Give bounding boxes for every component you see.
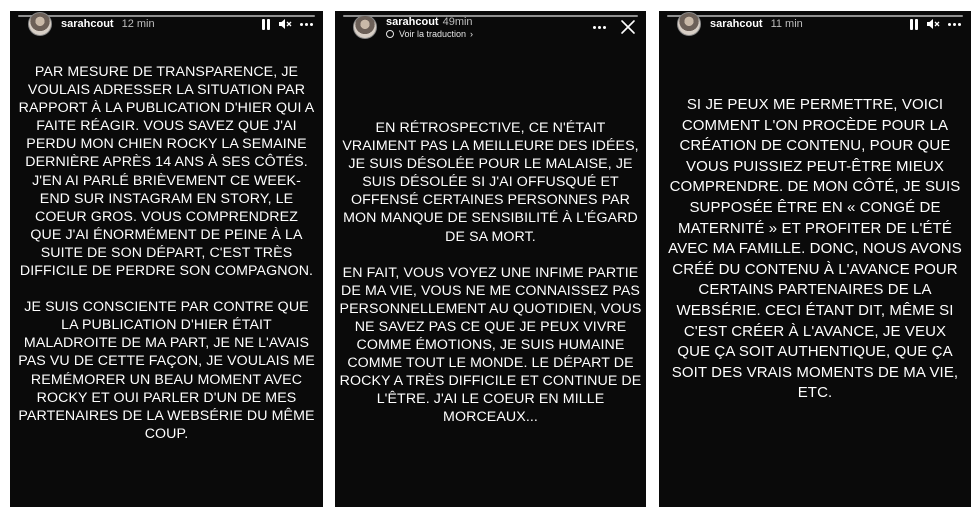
pause-icon[interactable] (262, 19, 270, 30)
story-controls (262, 18, 313, 30)
story-meta (61, 18, 155, 30)
story-paragraph: EN FAIT, VOUS VOYEZ UNE INFIME PARTIE DE MA VIE, VOUS NE ME CONNAISSEZ PAS PERSONNELLEMENT AU QUOTIDIEN, VOUS NE SAVEZ PAS CE QUE JE PEUX VIVRE COMME ÉMOTIONS, JE SUIS HUMAINE COMME TOUT LE MONDE. LE DÉPART DE ROCKY A TRÈS DIFFICILE ET CONTINUE DE L'ÊTRE. J'AI LE COEUR EN MILLE MORCEAUX... (339, 264, 642, 426)
translate-label: Voir la traduction (399, 28, 467, 39)
story-paragraph: PAR MESURE DE TRANSPARENCE, JE VOULAIS ADRESSER LA SITUATION PAR RAPPORT À LA PUBLICATION D'HIER QUI A FAITE RÉAGIR. VOUS SAVEZ QUE J'AI PERDU MON CHIEN ROCKY LA SEMAINE DERNIÈRE APRÈS 14 ANS À SES CÔTÉS. J'EN AI PARLÉ BRIÈVEMENT CE WEEK-END SUR INSTAGRAM EN STORY, LE COEUR GROS. VOUS COMPRENDREZ QUE J'AI ÉNORMÉMENT DE PEINE À LA SUITE DE SON DÉPART, C'EST TRÈS DIFFICILE DE PERDRE SON COMPAGNON. (18, 64, 315, 280)
avatar[interactable] (28, 12, 52, 36)
more-options-icon[interactable] (948, 23, 961, 26)
story-time: 11 min (770, 18, 803, 30)
chevron-right-icon: › (470, 28, 474, 39)
story-text (667, 95, 963, 404)
story-controls (910, 18, 961, 30)
story-meta (386, 16, 473, 39)
story-text (18, 63, 315, 443)
story-header (659, 11, 971, 37)
globe-icon (386, 30, 394, 38)
story-panel-1[interactable] (10, 11, 323, 507)
username[interactable]: sarahcout (61, 18, 114, 30)
story-panel-3[interactable] (659, 11, 971, 507)
pause-icon[interactable] (910, 19, 918, 30)
close-icon[interactable] (620, 19, 636, 35)
story-header (10, 11, 323, 37)
see-translation-link[interactable] (386, 29, 473, 39)
story-meta (710, 18, 803, 30)
story-text (339, 119, 642, 427)
story-controls (593, 19, 636, 35)
more-options-icon[interactable] (593, 26, 606, 29)
mute-icon[interactable] (926, 18, 940, 30)
story-paragraph: SI JE PEUX ME PERMETTRE, VOICI COMMENT L'ON PROCÈDE POUR LA CRÉATION DE CONTENU, POUR QUE VOUS PUISSIEZ PEUT-ÊTRE MIEUX COMPRENDRE. DE MON CÔTÉ, JE SUIS SUPPOSÉE ÊTRE EN « CONGÉ DE MATERNITÉ » ET PROFITER DE L'ÉTÉ AVEC MA FAMILLE. DONC, NOUS AVONS CRÉÉ DU CONTENU À L'AVANCE POUR CERTAINS PARTENAIRES DE LA WEBSÉRIE. CECI ÉTANT DIT, MÊME SI C'EST CRÉER À L'AVANCE, JE VEUX QUE ÇA SOIT AUTHENTIQUE, QUE ÇA SOIT DES VRAIS MOMENTS DE MA VIE, ETC. (668, 96, 962, 402)
story-time: 12 min (121, 18, 155, 30)
username[interactable]: sarahcout (386, 15, 439, 28)
story-paragraph: EN RÉTROSPECTIVE, CE N'ÉTAIT VRAIMENT PAS LA MEILLEURE DES IDÉES, JE SUIS DÉSOLÉE POUR LE MALAISE, JE SUIS DÉSOLÉE SI J'AI OFFUSQUÉ ET OFFENSÉ CERTAINES PERSONNES PAR MON MANQUE DE SENSIBILITÉ À L'ÉGARD DE SA MORT. (342, 120, 639, 245)
avatar[interactable] (353, 15, 377, 39)
story-header (335, 11, 646, 43)
more-options-icon[interactable] (300, 23, 313, 26)
story-time: 49min (442, 15, 473, 28)
story-panel-2[interactable] (335, 11, 646, 507)
story-paragraph: JE SUIS CONSCIENTE PAR CONTRE QUE LA PUBLICATION D'HIER ÉTAIT MALADROITE DE MA PART, JE NE L'AVAIS PAS VU DE CETTE FAÇON, JE VOULAIS ME REMÉMORER UN BEAU MOMENT AVEC ROCKY ET OUI PARLER D'UN DE MES PARTENAIRES DE LA WEBSÉRIE DU MÊME COUP. (18, 299, 315, 442)
avatar[interactable] (677, 12, 701, 36)
mute-icon[interactable] (278, 18, 292, 30)
username[interactable]: sarahcout (710, 18, 763, 30)
